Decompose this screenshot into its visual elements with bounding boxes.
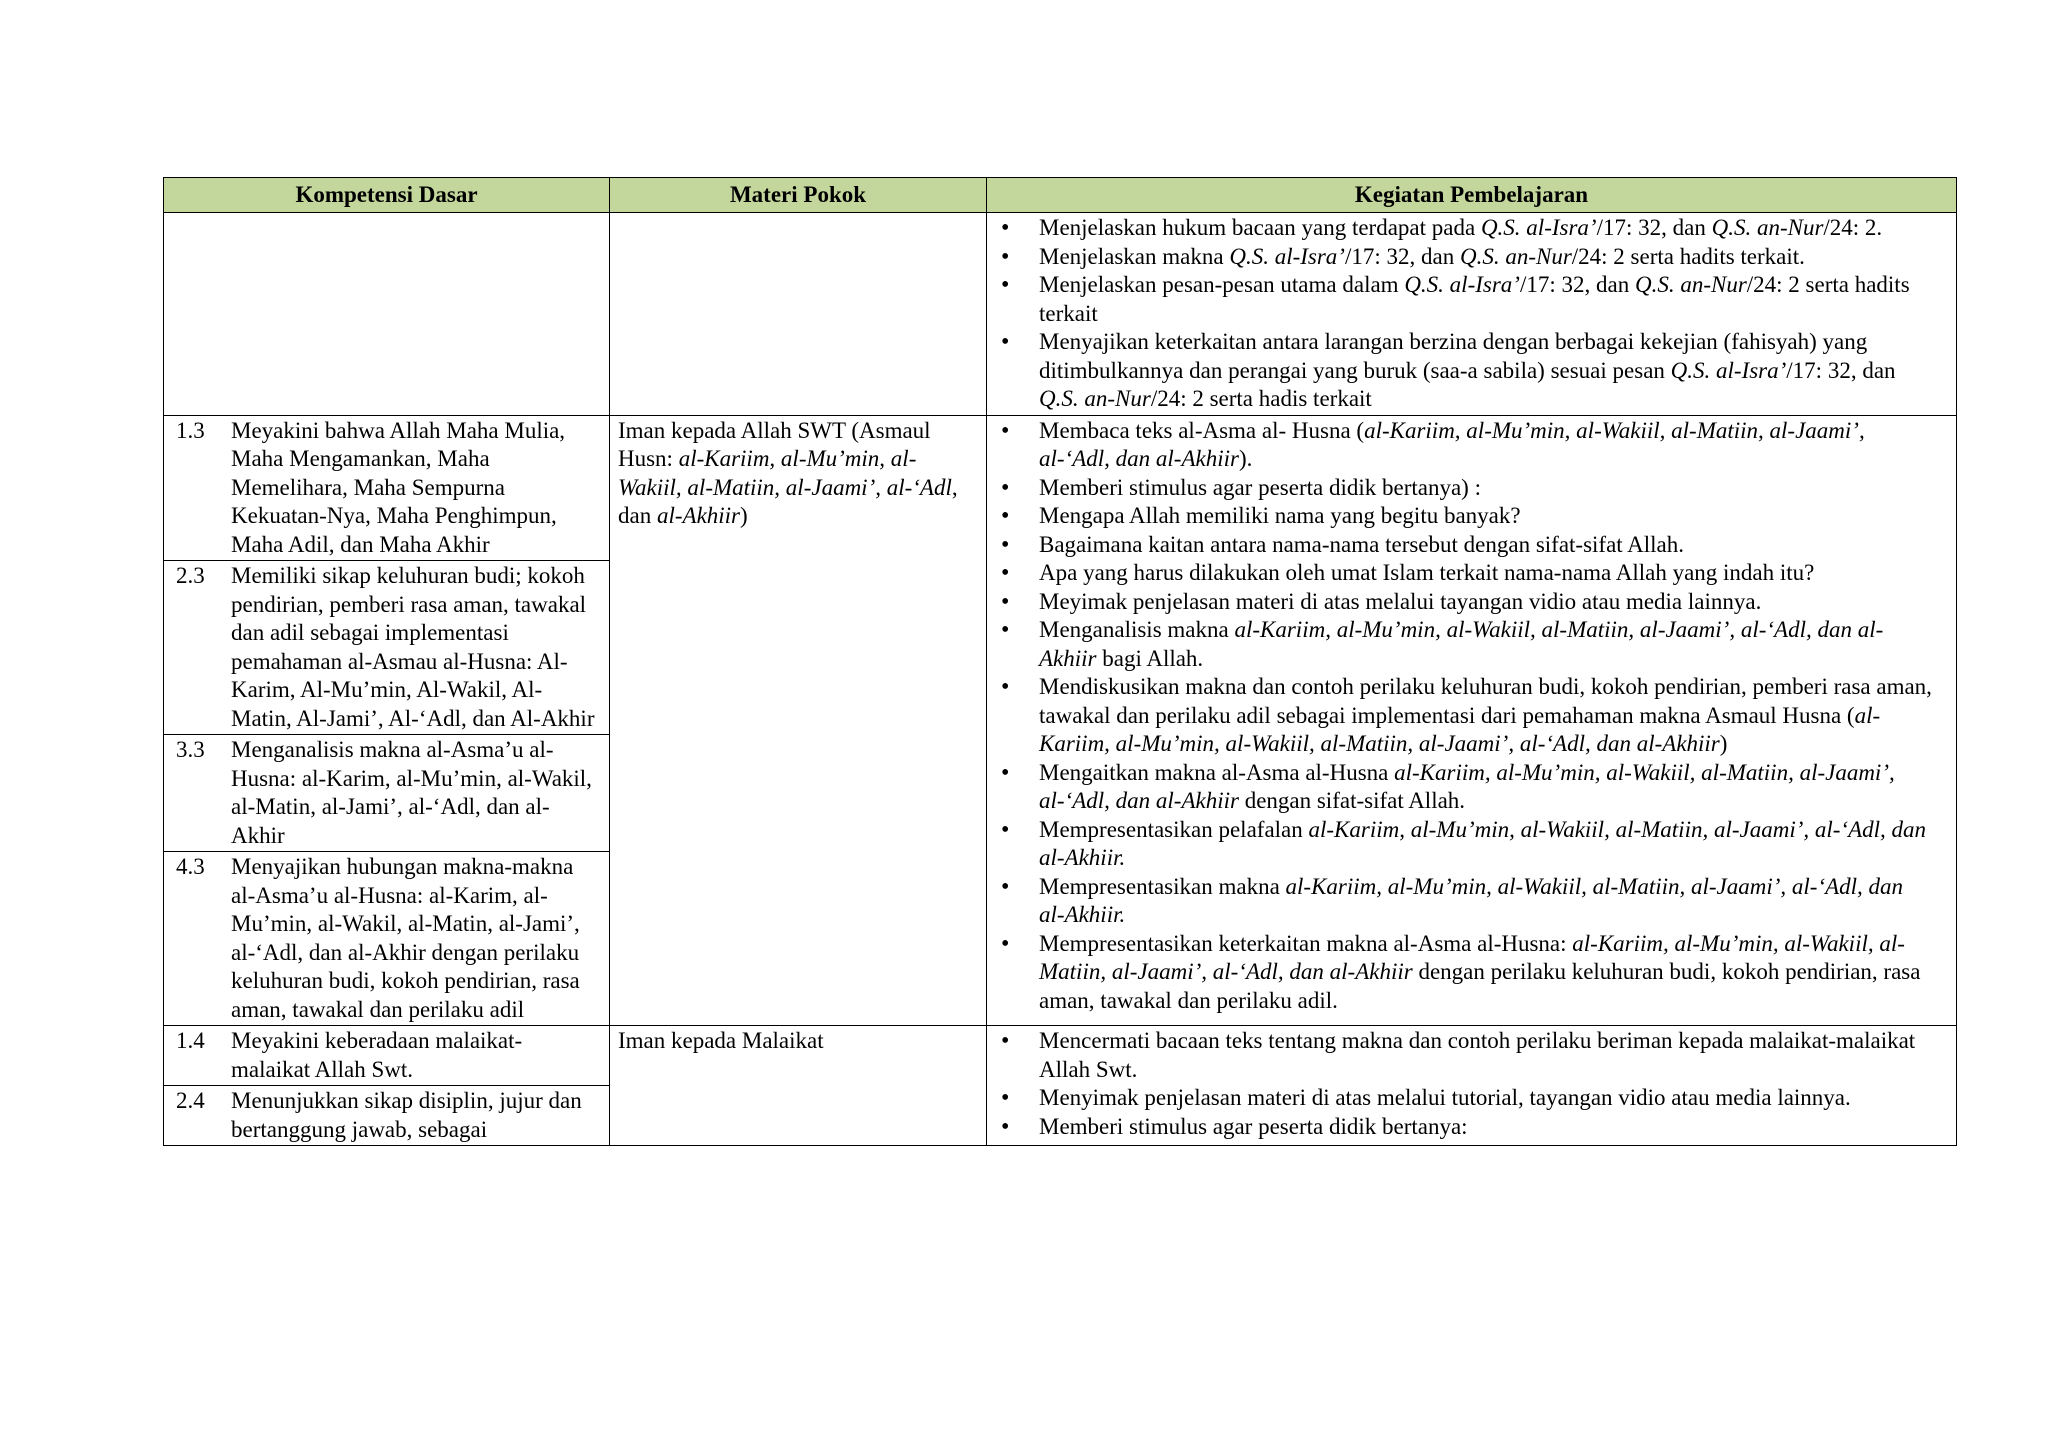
kd-text: Menganalisis makna al-Asma’u al-Husna: al-Karim, al-Mu’min, al-Wakil, al-Matin, al-Jami’, al-‘Adl, dan al-Akhir — [231, 737, 592, 848]
kegiatan-list — [987, 1026, 1956, 1142]
table-row — [164, 213, 1957, 416]
list-item: • Mempresentasikan pelafalan al-Kariim, al-Mu’min, al-Wakiil, al-Matiin, al-Jaami’, al-‘Adl, dan al-Akhiir. — [987, 816, 1932, 873]
list-item: • Menjelaskan makna Q.S. al-Isra’/17: 32, dan Q.S. an-Nur/24: 2 serta hadits terkait. — [987, 243, 1932, 272]
kd-cell — [164, 1086, 610, 1146]
list-item: • Memberi stimulus agar peserta didik bertanya: — [987, 1113, 1932, 1142]
list-item: • Bagaimana kaitan antara nama-nama tersebut dengan sifat-sifat Allah. — [987, 531, 1932, 560]
kd-item — [164, 416, 609, 561]
kd-item — [164, 1086, 609, 1145]
kd-item — [164, 1026, 609, 1085]
kd-number: 2.3 — [176, 563, 205, 588]
materi-text: Iman kepada Allah SWT (Asmaul Husn: al-Kariim, al-Mu’min, al-Wakiil, al-Matiin, al-Jaami’, al-‘Adl, dan al-Akhiir) — [618, 417, 958, 528]
syllabus-table — [163, 177, 1957, 1146]
list-item: • Mempresentasikan keterkaitan makna al-Asma al-Husna: al-Kariim, al-Mu’min, al-Wakiil, al-Matiin, al-Jaami’, al-‘Adl, dan al-Akhiir dengan perilaku keluhuran budi, kokoh pendirian, rasa aman, tawakal dan perilaku adil. — [987, 930, 1932, 1016]
kd-text: Menunjukkan sikap disiplin, jujur dan bertanggung jawab, sebagai — [231, 1088, 582, 1142]
kd-item — [164, 852, 609, 1025]
header-kompetensi-dasar: Kompetensi Dasar — [164, 178, 610, 213]
kd-cell — [164, 415, 610, 561]
materi-cell — [610, 1026, 987, 1146]
kd-number: 2.4 — [176, 1088, 205, 1113]
list-item: • Membaca teks al-Asma al- Husna (al-Kariim, al-Mu’min, al-Wakiil, al-Matiin, al-Jaami’, al-‘Adl, dan al-Akhiir). — [987, 417, 1932, 474]
kd-cell — [164, 852, 610, 1026]
kd-cell-empty — [164, 213, 610, 416]
kd-number: 3.3 — [176, 737, 205, 762]
list-item: • Mendiskusikan makna dan contoh perilaku keluhuran budi, kokoh pendirian, pemberi rasa aman, tawakal dan perilaku adil sebagai implementasi dari pemahaman makna Asmaul Husna (al-Kariim, al-Mu’min, al-Wakiil, al-Matiin, al-Jaami’, al-‘Adl, dan al-Akhiir) — [987, 673, 1932, 759]
kd-item — [164, 735, 609, 851]
kd-text: Menyajikan hubungan makna-makna al-Asma’u al-Husna: al-Karim, al-Mu’min, al-Wakil, al-Matin, al-Jami’, al-‘Adl, dan al-Akhir dengan perilaku keluhuran budi, kokoh pendirian, rasa aman, tawakal dan perilaku adil — [231, 854, 580, 1022]
list-item: • Meyimak penjelasan materi di atas melalui tayangan vidio atau media lainnya. — [987, 588, 1932, 617]
kd-text: Meyakini bahwa Allah Maha Mulia, Maha Mengamankan, Maha Memelihara, Maha Sempurna Kekuatan-Nya, Maha Penghimpun, Maha Adil, dan Maha Akhir — [231, 417, 566, 557]
list-item: • Mengaitkan makna al-Asma al-Husna al-Kariim, al-Mu’min, al-Wakiil, al-Matiin, al-Jaami’, al-‘Adl, dan al-Akhiir dengan sifat-sifat Allah. — [987, 759, 1932, 816]
kd-number: 4.3 — [176, 854, 205, 879]
list-item: • Apa yang harus dilakukan oleh umat Islam terkait nama-nama Allah yang indah itu? — [987, 559, 1932, 588]
list-item: • Menyajikan keterkaitan antara larangan berzina dengan berbagai kekejian (fahisyah) yang ditimbulkannya dan perangai yang buruk (saa-a sabila) sesuai pesan Q.S. al-Isra’/17: 32, dan Q.S. an-Nur/24: 2 serta hadis terkait — [987, 328, 1932, 414]
kd-cell — [164, 561, 610, 735]
kd-cell — [164, 1026, 610, 1086]
materi-cell — [610, 415, 987, 1026]
kd-number: 1.4 — [176, 1028, 205, 1053]
kd-number: 1.3 — [176, 417, 205, 443]
materi-text: Iman kepada Malaikat — [618, 1028, 824, 1053]
table-header-row — [164, 178, 1957, 213]
list-item: • Memberi stimulus agar peserta didik bertanya) : — [987, 474, 1932, 503]
kd-cell — [164, 735, 610, 852]
kd-text: Memiliki sikap keluhuran budi; kokoh pendirian, pemberi rasa aman, tawakal dan adil sebagai implementasi pemahaman al-Asmau al-Husna: Al-Karim, Al-Mu’min, Al-Wakil, Al- Matin, Al-Jami’, Al-‘Adl, dan Al-Akhir — [231, 563, 595, 731]
list-item: • Mengapa Allah memiliki nama yang begitu banyak? — [987, 502, 1932, 531]
kegiatan-list — [987, 213, 1956, 415]
list-item: • Mempresentasikan makna al-Kariim, al-Mu’min, al-Wakiil, al-Matiin, al-Jaami’, al-‘Adl, dan al-Akhiir. — [987, 873, 1932, 930]
header-materi-pokok: Materi Pokok — [610, 178, 987, 213]
list-item: • Menjelaskan hukum bacaan yang terdapat pada Q.S. al-Isra’/17: 32, dan Q.S. an-Nur/24: 2. — [987, 214, 1932, 243]
header-kegiatan-pembelajaran: Kegiatan Pembelajaran — [987, 178, 1957, 213]
list-item: • Menganalisis makna al-Kariim, al-Mu’min, al-Wakiil, al-Matiin, al-Jaami’, al-‘Adl, dan al-Akhiir bagi Allah. — [987, 616, 1932, 673]
materi-cell-empty — [610, 213, 987, 416]
kd-text: Meyakini keberadaan malaikat-malaikat Allah Swt. — [231, 1028, 523, 1082]
kegiatan-cell — [987, 1026, 1957, 1146]
kegiatan-cell — [987, 213, 1957, 416]
list-item: • Menyimak penjelasan materi di atas melalui tutorial, tayangan vidio atau media lainnya. — [987, 1084, 1932, 1113]
kd-item — [164, 561, 609, 734]
kegiatan-cell — [987, 415, 1957, 1026]
table-row — [164, 1026, 1957, 1086]
table-row — [164, 415, 1957, 561]
list-item: • Menjelaskan pesan-pesan utama dalam Q.S. al-Isra’/17: 32, dan Q.S. an-Nur/24: 2 serta hadits terkait — [987, 271, 1932, 328]
list-item: • Mencermati bacaan teks tentang makna dan contoh perilaku beriman kepada malaikat-malaikat Allah Swt. — [987, 1027, 1932, 1084]
kegiatan-list — [987, 416, 1956, 1017]
